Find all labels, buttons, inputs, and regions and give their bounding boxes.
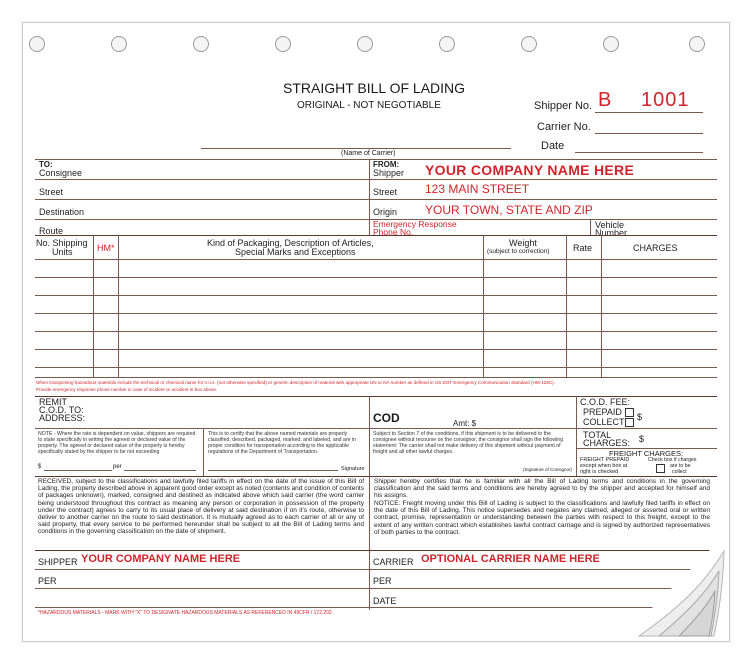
signature-label: Signature [341, 466, 365, 472]
certify-note: This is to certify that the above named materials are properly classified, described, packaged, marked, and labeled, and are in proper condition for transportation according to the applicable regulations of the Department of Transportation. [208, 431, 356, 455]
terms-right-2: NOTICE: Freight moving under this Bill of Lading is subject to the classifications and lawfully filed tariffs in effect on the date of this Bill of Lading. This notice supersedes and negates any claimed, alleged or asserted oral or written contract, promise, representation or understanding between the parties with respect to this freight, except to the extent of any written contract which establishes lawful contract carriage and is signed by authorized representatives of both parties to the contract. [374, 500, 710, 536]
form-title: STRAIGHT BILL OF LADING [283, 80, 466, 96]
signature-field[interactable] [208, 470, 338, 471]
signoff-per-label-2: PER [373, 576, 392, 586]
remit-line2: C.O.D. TO: [39, 405, 84, 415]
signoff-shipper-value: YOUR COMPANY NAME HERE [81, 553, 241, 565]
table-row[interactable] [35, 295, 717, 296]
shipper-label: Shipper [373, 168, 405, 178]
table-row[interactable] [35, 277, 717, 278]
check-box-note: Check box if charges [648, 457, 697, 463]
from-street-label: Street [373, 187, 398, 197]
shipper-no-prefix: B [598, 89, 612, 111]
signoff-date-label: DATE [373, 596, 397, 606]
value-note: NOTE - Where the rate is dependent on value, shippers are required to state specifically in writing the agreed or declared value of the property. The agreed or declared value of the property is hereby specifically stated by the shipper to be not exceeding [38, 431, 196, 455]
table-row[interactable] [35, 331, 717, 332]
emergency-label-2: Phone No. [373, 227, 414, 237]
hazmat-note-1: When transporting hazardous materials include the technical or chemical name for n.o.s. (not otherwise specified) or generic description of material with appropriate UN or NA number as defined in US DOT Emergency Communication Standard (HM-126C). [36, 380, 555, 385]
value-per: per [113, 464, 122, 470]
value-dollar: $ [38, 464, 42, 470]
prepaid-label: PREPAID [583, 407, 622, 417]
form-subtitle: ORIGINAL - NOT NEGOTIABLE [297, 100, 441, 111]
consignee-label: Consignee [39, 168, 83, 178]
shipper-no-line [595, 112, 703, 113]
binder-hole [29, 36, 45, 52]
binder-hole [439, 36, 455, 52]
shipper-company-name: YOUR COMPANY NAME HERE [425, 162, 635, 178]
page-curl-icon [619, 531, 729, 641]
route-label: Route [39, 226, 64, 236]
are-to-be-note: are to be [670, 463, 691, 469]
binder-hole [275, 36, 291, 52]
freight-prepaid: FREIGHT PREPAID [580, 457, 630, 463]
binder-hole [603, 36, 619, 52]
cod-fee-label: C.O.D. FEE: [580, 397, 631, 407]
prepaid-checkbox[interactable] [625, 408, 634, 417]
shipper-street: 123 MAIN STREET [425, 182, 530, 196]
to-label: TO: [39, 160, 53, 169]
vehicle-label-2: Number [595, 228, 628, 238]
binder-hole [689, 36, 705, 52]
from-label: FROM: [373, 160, 400, 169]
carrier-no-field[interactable] [595, 133, 703, 134]
col-desc-1: Kind of Packaging, Description of Articles, [207, 238, 374, 248]
col-charges: CHARGES [633, 243, 678, 253]
shipper-no-value: 1001 [641, 89, 690, 111]
signoff-carrier-label: CARRIER [373, 557, 414, 567]
carrier-name-label: (Name of Carrier) [341, 150, 396, 157]
cod-amount-label: Amt: $ [453, 419, 477, 428]
table-row[interactable] [35, 349, 717, 350]
date-field[interactable] [575, 152, 703, 153]
terms-left: RECEIVED, subject to the classifications and lawfully filed tariffs in effect on the date of the issue of this Bill of Lading, the property described above in apparent good order except as noted (contents and condition of contents of packages unknown), marked, consigned and destined as indicated above which said carrier (the word carrier being understood throughout this contract as meaning any person or corporation in possession of the property under the contract) agrees to carry to its usual place of delivery at said destination if on it's route, otherwise to deliver to another carrier on the route to said destination. It is mutually agreed as to each carrier of all or any of said property, that every service to be performed hereunder shall be subject to all the Bill of Lading terms and conditions in the governing classification on the date of shipment. [38, 478, 364, 536]
section7-note: Subject to Section 7 of the conditions, if this shipment is to be delivered to the consignee without recourse on the consignor, the consignor shall sign the following statement: The carrier shall not make delivery of this shipment without payment of freight and all other lawful charges. [373, 431, 564, 455]
remit-line3: ADDRESS: [39, 413, 86, 423]
remit-line1: REMIT [39, 397, 67, 407]
freight-except: except when box at [580, 463, 628, 469]
freight-title: FREIGHT CHARGES: [609, 449, 684, 458]
signoff-shipper-label: SHIPPER [38, 557, 78, 567]
collect-label: COLLECT [583, 417, 625, 427]
consignor-signature-label: (Signature of Consignor) [523, 467, 573, 472]
to-street-label: Street [39, 187, 64, 197]
col-hm: HM* [97, 243, 115, 253]
emergency-label-1: Emergency Response [373, 219, 457, 229]
footer-note: *HAZARDOUS MATERIALS - MARK WITH "X" TO DESIGNATE HAZARDOUS MATERIALS AS REFERENCED IN 49CFR / 172.202. [38, 610, 334, 616]
col-weight-2: (subject to correction) [487, 248, 550, 255]
col-desc-2: Special Marks and Exceptions [235, 247, 356, 257]
freight-right: right is checked [580, 469, 619, 475]
freight-collect-checkbox[interactable] [656, 464, 665, 473]
table-row[interactable] [35, 313, 717, 314]
total-label-2: CHARGES: [583, 438, 631, 448]
signoff-per-label: PER [38, 576, 57, 586]
collect-checkbox[interactable] [625, 418, 634, 427]
total-dollar: $ [639, 434, 645, 444]
cod-label: COD [373, 411, 400, 425]
vehicle-label-1: Vehicle [595, 220, 625, 230]
carrier-no-label: Carrier No. [537, 121, 591, 133]
bill-of-lading-form [22, 22, 730, 642]
signoff-carrier-value: OPTIONAL CARRIER NAME HERE [421, 553, 600, 565]
collect-note: collect [672, 469, 687, 475]
hazmat-note-2: Provide emergency response phone number in case of incident or accident in box above. [36, 387, 218, 392]
destination-label: Destination [39, 207, 85, 217]
shipper-no-label: Shipper No. [534, 100, 593, 112]
col-weight-1: Weight [509, 238, 537, 248]
terms-right-1: Shipper hereby certifies that he is familiar with all the Bill of Lading terms and conditions in the governing classification and the said terms and conditions are hereby agreed to by the shipper and accepted for himself and his assigns. [374, 478, 710, 500]
total-label-1: TOTAL [583, 430, 612, 440]
binder-hole [193, 36, 209, 52]
col-units-2: Units [52, 247, 73, 257]
binder-hole [111, 36, 127, 52]
carrier-name-field[interactable] [201, 148, 511, 149]
binder-hole [521, 36, 537, 52]
table-row[interactable] [35, 367, 717, 368]
shipper-origin: YOUR TOWN, STATE AND ZIP [425, 203, 593, 217]
col-units-1: No. Shipping [36, 238, 88, 248]
date-label: Date [541, 140, 565, 152]
origin-label: Origin [373, 207, 398, 217]
cod-fee-dollar: $ [637, 412, 643, 422]
col-rate: Rate [573, 243, 593, 253]
binder-hole [357, 36, 373, 52]
